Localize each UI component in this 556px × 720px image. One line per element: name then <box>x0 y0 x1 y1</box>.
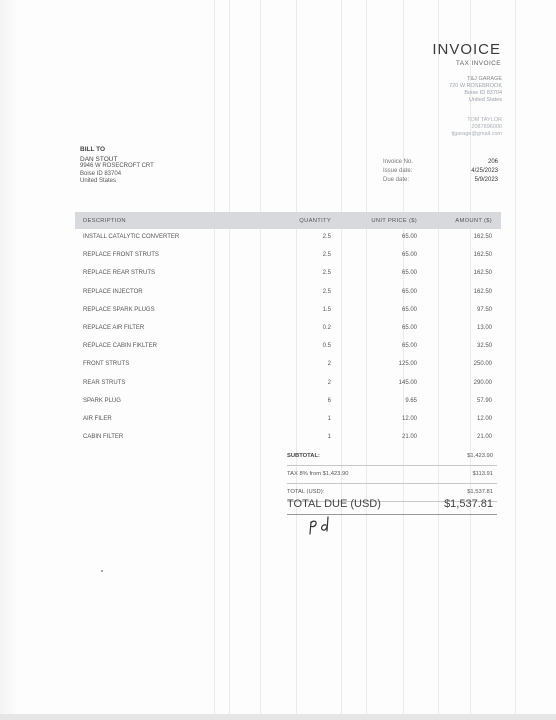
table-row <box>75 356 501 374</box>
issue-date-label: Issue date: <box>383 168 413 174</box>
row-unit-price: 65.00 <box>401 270 417 277</box>
company-address-line2: Boise ID 83704 <box>464 90 502 96</box>
issue-date-row <box>383 167 498 176</box>
row-quantity: 0.5 <box>322 343 331 350</box>
total-due-row <box>287 496 497 516</box>
header-amount: AMOUNT ($) <box>455 217 492 224</box>
row-unit-price: 65.00 <box>401 288 417 295</box>
invoice-number: 206 <box>487 159 498 165</box>
row-amount: 290.00 <box>473 379 492 386</box>
row-unit-price: 65.00 <box>401 252 417 259</box>
invoice-title: INVOICE <box>432 41 501 58</box>
row-quantity: 2.5 <box>322 234 331 240</box>
contact-name: TOM TAYLOR <box>467 117 502 123</box>
row-quantity: 1 <box>327 434 331 441</box>
scan-speck <box>101 570 103 572</box>
row-description: REPLACE FRONT STRUTS <box>83 252 159 259</box>
company-country: United States <box>468 97 502 103</box>
row-unit-price: 21.00 <box>401 434 417 441</box>
total-value: $1,537.81 <box>467 489 493 495</box>
row-quantity: 1 <box>327 415 331 422</box>
contact-email: tjgarage@gmail.com <box>451 131 502 137</box>
row-unit-price: 65.00 <box>401 234 417 240</box>
row-unit-price: 12.00 <box>401 415 417 422</box>
contact-phone: 2087896000 <box>471 124 502 130</box>
header-description: DESCRIPTION <box>83 217 126 224</box>
bill-to-block <box>80 146 154 186</box>
company-address <box>449 76 502 104</box>
header-quantity: QUANTITY <box>299 217 331 224</box>
row-unit-price: 65.00 <box>401 324 417 331</box>
handwritten-pd-annotation <box>306 514 336 538</box>
subtotal-value: $1,423.90 <box>467 453 493 459</box>
due-date-label: Due date: <box>383 177 410 183</box>
header-unit-price: UNIT PRICE ($) <box>371 217 417 224</box>
row-amount: 162.50 <box>473 288 492 295</box>
line-items <box>75 229 501 447</box>
row-description: CABIN FILTER <box>83 434 124 441</box>
page-bottom-edge <box>0 714 556 720</box>
bill-to-country: United States <box>80 178 117 184</box>
table-row <box>75 375 501 393</box>
row-quantity: 0.2 <box>322 324 331 331</box>
row-quantity: 2 <box>327 361 331 368</box>
scan-streak <box>515 0 516 720</box>
invoice-number-label: Invoice No. <box>383 159 414 165</box>
row-amount: 250.00 <box>473 361 492 368</box>
row-quantity: 2.5 <box>322 252 331 259</box>
row-quantity: 2.5 <box>322 288 331 295</box>
row-amount: 57.90 <box>476 397 492 404</box>
row-amount: 12.00 <box>476 415 492 422</box>
table-row <box>75 338 501 356</box>
bill-to-address-line1: 9946 W ROSECROFT CRT <box>80 163 154 169</box>
company-address-line1: 720 W ROSEBROOK <box>449 83 502 89</box>
row-description: SPARK PLUG <box>83 397 121 404</box>
table-row <box>75 302 501 320</box>
table-header <box>75 212 501 229</box>
total-due-value: $1,537.81 <box>444 498 493 510</box>
table-row <box>75 320 501 338</box>
row-quantity: 2.5 <box>322 270 331 277</box>
row-description: REPLACE INJECTOR <box>83 288 143 295</box>
row-amount: 32.50 <box>476 343 492 350</box>
table-row <box>75 429 501 447</box>
table-row <box>75 229 501 247</box>
company-name: T&J GARAGE <box>467 76 502 82</box>
invoice-subtitle: TAX INVOICE <box>455 60 501 67</box>
row-amount: 97.50 <box>476 306 492 313</box>
invoice-number-row <box>383 158 498 167</box>
row-quantity: 2 <box>327 379 331 386</box>
table-row <box>75 284 501 302</box>
invoice-title-block <box>432 42 501 67</box>
row-description: REPLACE AIR FILTER <box>83 324 145 331</box>
tax-label: TAX 8% from $1,423.90 <box>287 471 349 477</box>
tax-row <box>287 466 497 484</box>
row-description: INSTALL CATALYTIC CONVERTER <box>83 234 180 240</box>
subtotal-row <box>287 448 497 466</box>
row-amount: 162.50 <box>473 252 492 259</box>
table-row <box>75 247 501 265</box>
issue-date: 4/25/2023 <box>471 168 498 174</box>
table-row <box>75 393 501 411</box>
due-date-row <box>383 176 498 185</box>
subtotal-label: SUBTOTAL: <box>287 453 320 459</box>
row-amount: 162.50 <box>473 270 492 277</box>
row-quantity: 6 <box>327 397 331 404</box>
row-unit-price: 65.00 <box>401 343 417 350</box>
row-amount: 13.00 <box>476 324 492 331</box>
row-description: AIR FILER <box>83 415 112 422</box>
row-description: REAR STRUTS <box>83 379 126 386</box>
row-quantity: 1.5 <box>322 306 331 313</box>
row-description: FRONT STRUTS <box>83 361 130 368</box>
table-row <box>75 411 501 429</box>
due-date: 5/9/2023 <box>474 177 498 183</box>
invoice-meta <box>383 158 498 185</box>
company-contact <box>451 117 502 138</box>
row-unit-price: 9.65 <box>405 397 417 404</box>
row-description: REPLACE REAR STRUTS <box>83 270 156 277</box>
bill-to-address-line2: Boise ID 83704 <box>80 170 122 177</box>
totals-block <box>287 448 497 502</box>
total-due-label: TOTAL DUE (USD) <box>287 498 381 510</box>
row-amount: 162.50 <box>473 234 492 240</box>
tax-value: $113.91 <box>472 471 493 477</box>
row-unit-price: 145.00 <box>398 379 417 386</box>
row-unit-price: 125.00 <box>398 361 417 368</box>
bill-to-label: BILL TO <box>80 146 106 153</box>
table-row <box>75 265 501 283</box>
row-description: REPLACE SPARK PLUGS <box>83 306 155 313</box>
row-amount: 21.00 <box>476 434 492 441</box>
row-unit-price: 65.00 <box>401 306 417 313</box>
row-description: REPLACE CABIN FIKLTER <box>83 343 157 350</box>
total-label: TOTAL (USD): <box>287 489 325 495</box>
bill-to-name: DAN STOUT <box>80 155 118 163</box>
